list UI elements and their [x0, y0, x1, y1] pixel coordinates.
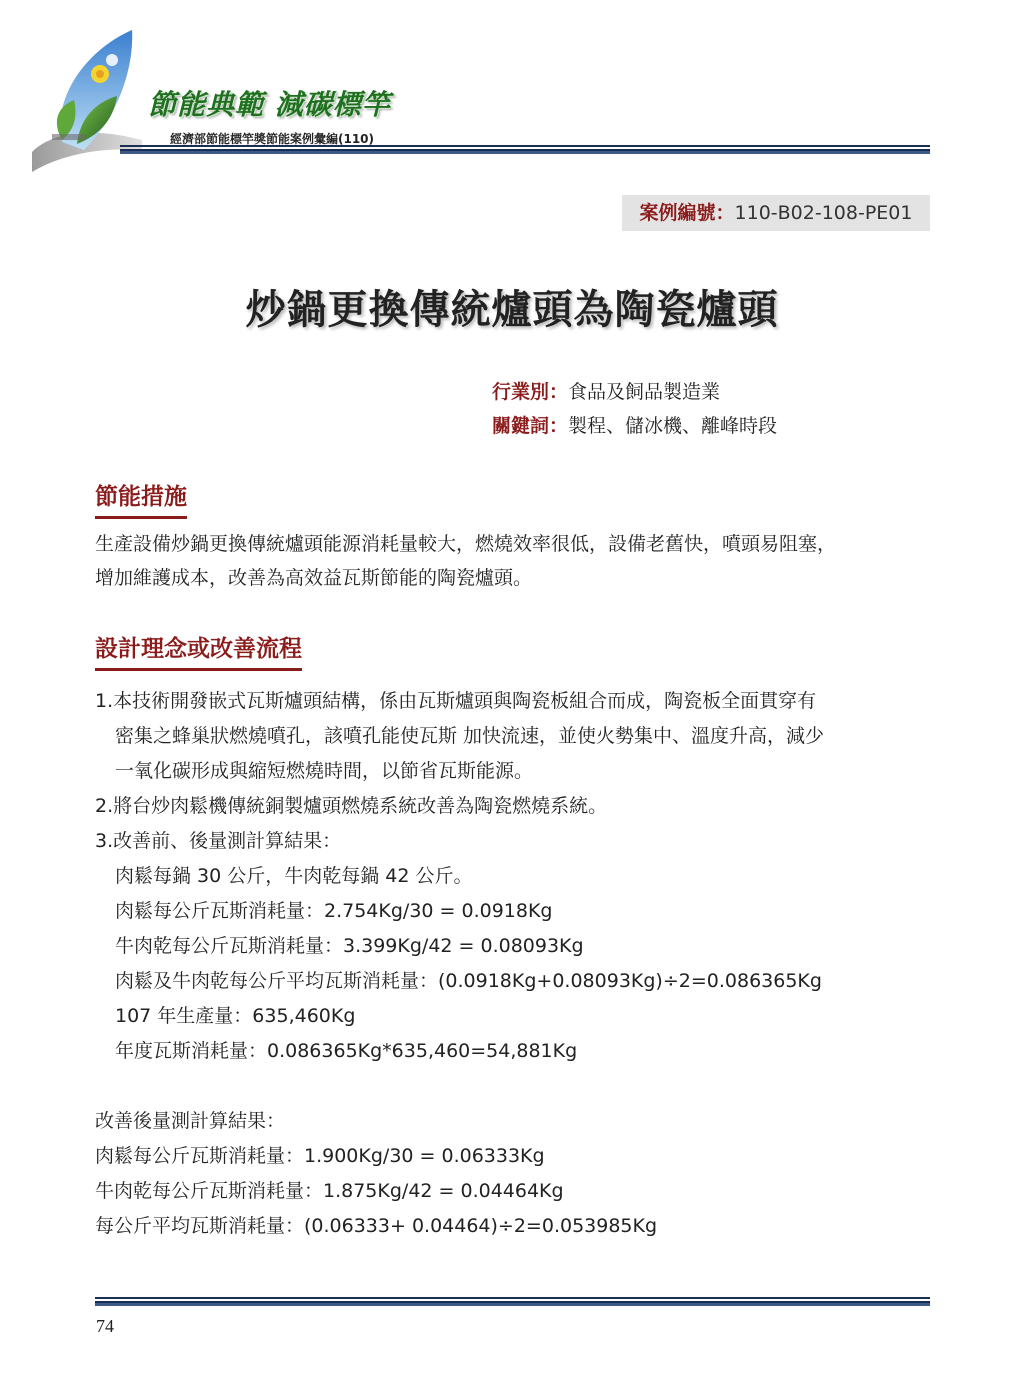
calculation-line: 肉鬆每鍋 30 公斤，牛肉乾每鍋 42 公斤。 — [115, 865, 473, 887]
section-heading-measures: 節能措施 — [95, 478, 187, 519]
calculation-line: 牛肉乾每公斤瓦斯消耗量：3.399Kg/42 = 0.08093Kg — [115, 935, 584, 957]
page-number: 74 — [96, 1316, 114, 1336]
calculation-line: 牛肉乾每公斤瓦斯消耗量：1.875Kg/42 = 0.04464Kg — [95, 1180, 564, 1202]
list-item-continuation: 一氧化碳形成與縮短燃燒時間，以節省瓦斯能源。 — [115, 760, 534, 782]
list-item: 2.將台炒肉鬆機傳統銅製爐頭燃燒系統改善為陶瓷燃燒系統。 — [95, 795, 608, 817]
paragraph-line: 生產設備炒鍋更換傳統爐頭能源消耗量較大，燃燒效率很低，設備老舊快，噴頭易阻塞， — [95, 533, 837, 555]
after-heading: 改善後量測計算結果： — [95, 1110, 286, 1132]
keywords-value: 製程、儲冰機、離峰時段 — [568, 415, 778, 437]
calculation-line: 肉鬆及牛肉乾每公斤平均瓦斯消耗量：(0.0918Kg+0.08093Kg)÷2=0.086365Kg — [115, 970, 822, 992]
header-divider-accent — [120, 151, 930, 154]
calculation-line: 年度瓦斯消耗量：0.086365Kg*635,460=54,881Kg — [115, 1040, 578, 1062]
brand-subtitle: 經濟部節能標竿獎節能案例彙編(110) — [170, 132, 375, 146]
keywords-row — [492, 411, 777, 438]
list-item: 1.本技術開發嵌式瓦斯爐頭結構，係由瓦斯爐頭與陶瓷板組合而成，陶瓷板全面貫穿有 — [95, 690, 817, 712]
calculation-line: 肉鬆每公斤瓦斯消耗量：2.754Kg/30 = 0.0918Kg — [115, 900, 553, 922]
paragraph-line: 增加維護成本，改善為高效益瓦斯節能的陶瓷爐頭。 — [95, 567, 533, 589]
case-number-label: 案例編號： — [639, 202, 735, 224]
calculation-line: 107 年生產量：635,460Kg — [115, 1005, 356, 1027]
section-heading-design: 設計理念或改善流程 — [95, 630, 302, 671]
list-item-continuation: 密集之蜂巢狀燃燒噴孔，該噴孔能使瓦斯 加快流速，並使火勢集中、溫度升高，減少 — [115, 725, 825, 747]
calculation-line: 肉鬆每公斤瓦斯消耗量：1.900Kg/30 = 0.06333Kg — [95, 1145, 545, 1167]
keywords-label: 關鍵詞： — [492, 415, 569, 437]
taiwan-leaf-logo — [22, 22, 162, 182]
case-number-box — [622, 195, 930, 231]
calculation-line: 每公斤平均瓦斯消耗量：(0.06333+ 0.04464)÷2=0.053985Kg — [95, 1215, 658, 1237]
industry-value: 食品及飼品製造業 — [568, 381, 721, 403]
list-item: 3.改善前、後量測計算結果： — [95, 830, 342, 852]
brand-title: 節能典範 減碳標竿 — [148, 88, 391, 121]
industry-label: 行業別： — [492, 381, 569, 403]
case-number-value: 110-B02-108-PE01 — [734, 202, 913, 224]
footer-divider-accent — [95, 1303, 930, 1306]
industry-row — [492, 377, 720, 404]
page-title: 炒鍋更換傳統爐頭為陶瓷爐頭 — [245, 287, 779, 333]
